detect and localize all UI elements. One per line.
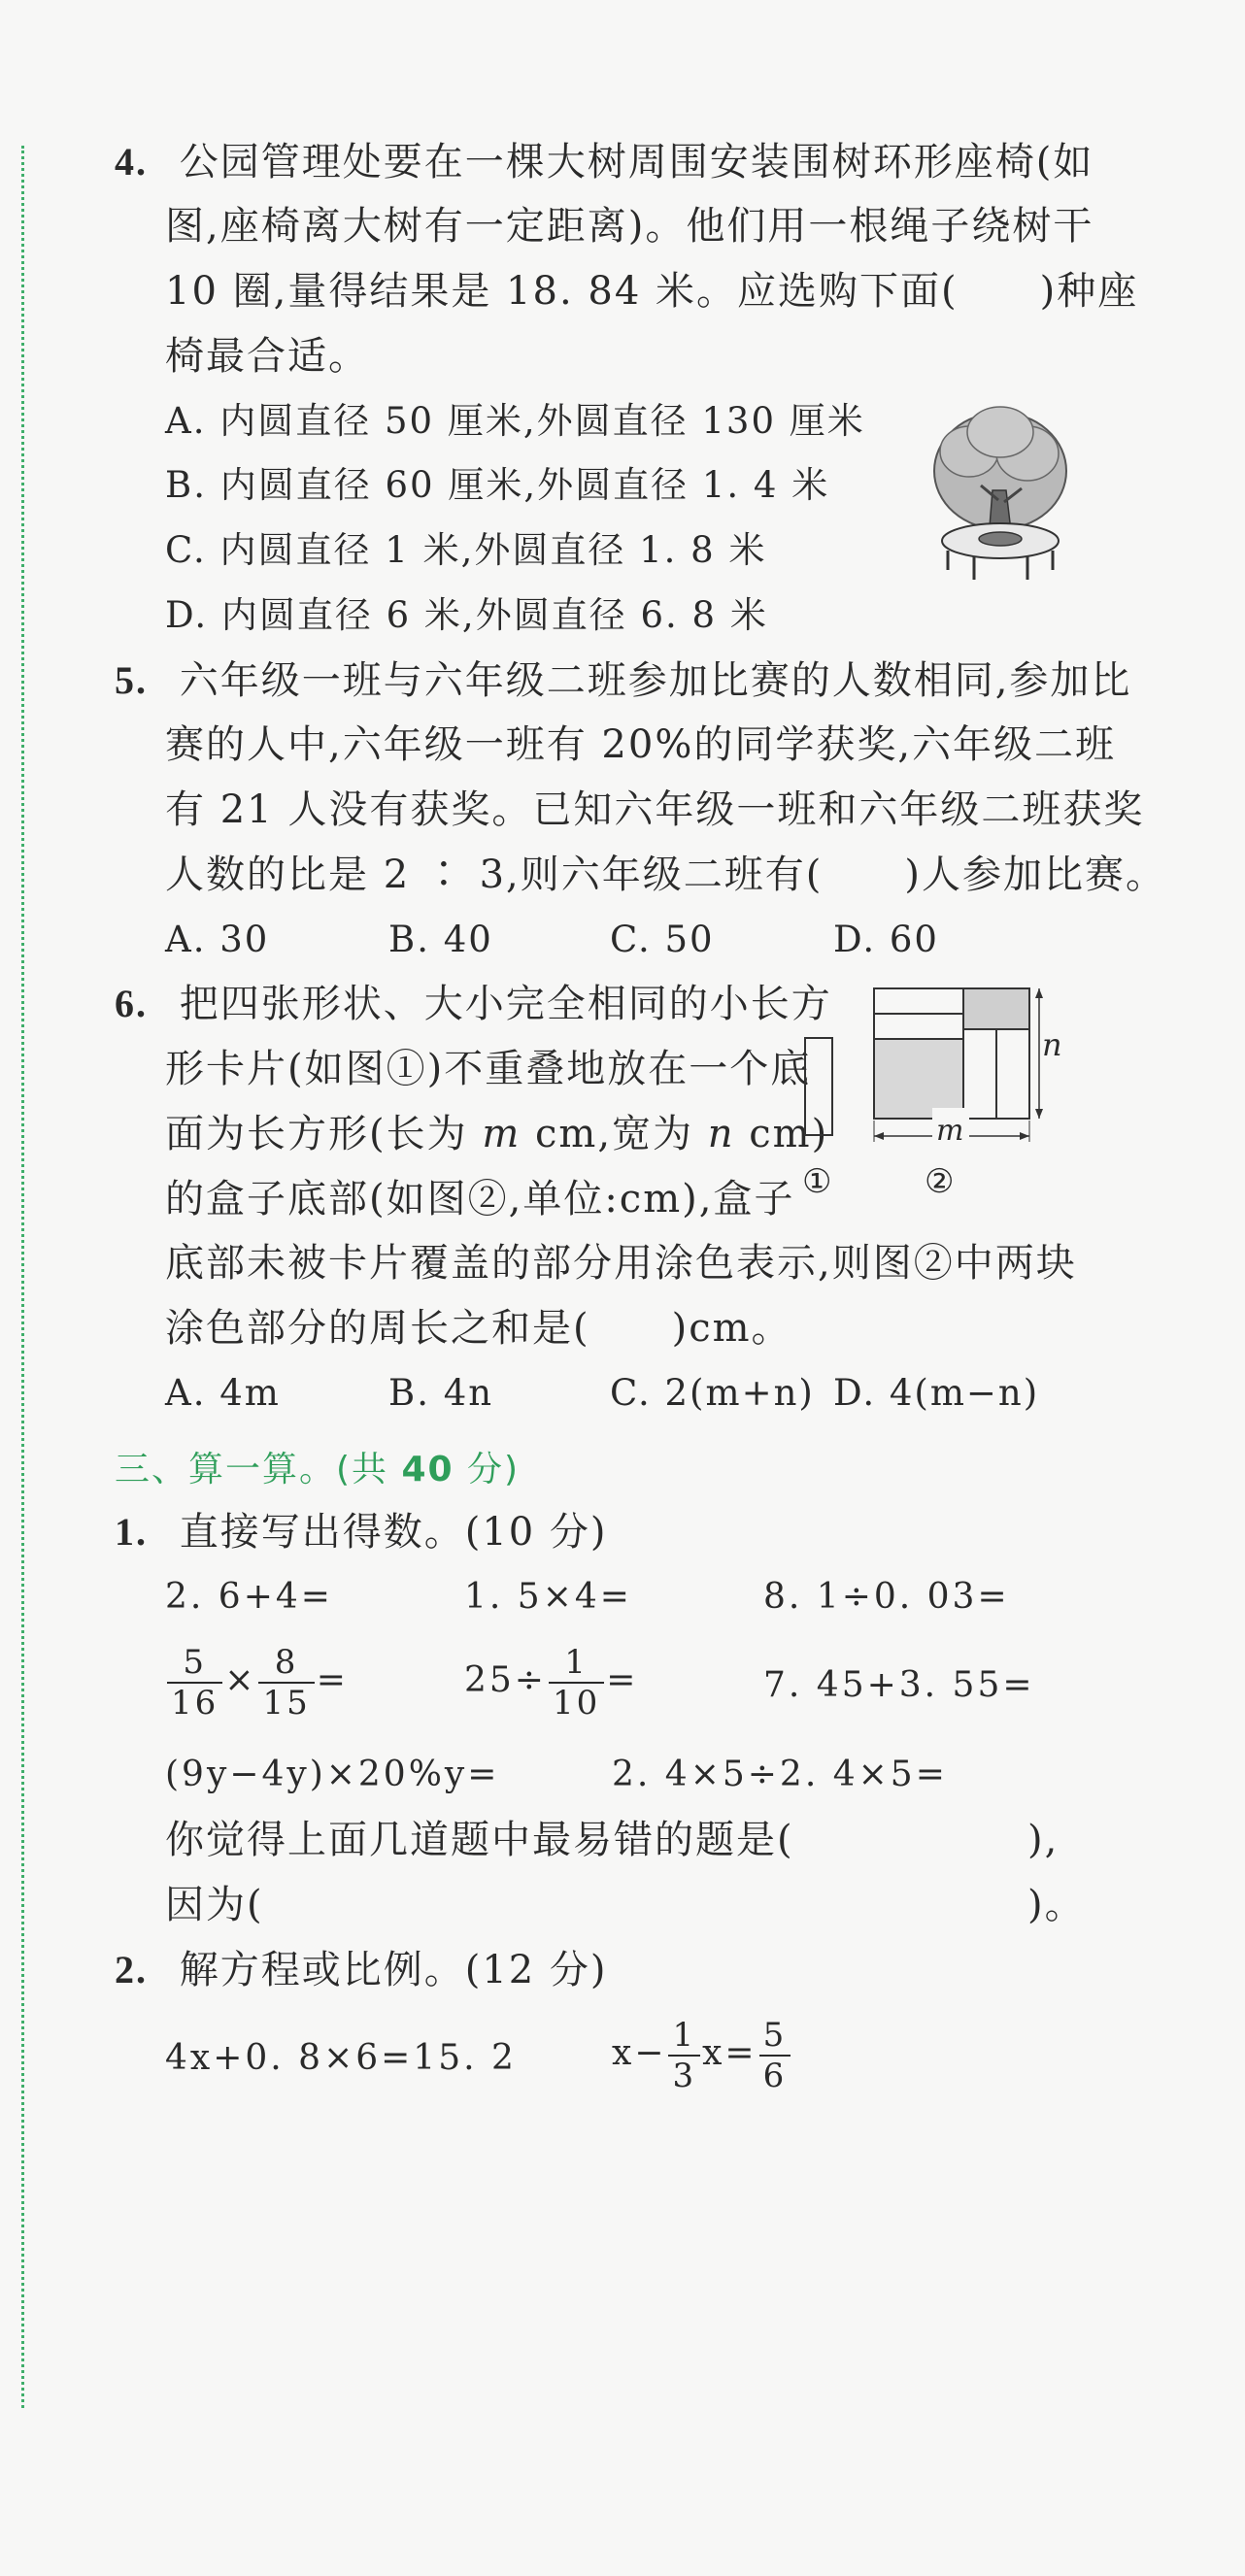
frac-den: 15 bbox=[262, 1684, 311, 1723]
q6-option-a[interactable]: A. 4m bbox=[165, 1372, 281, 1414]
calc-4 bbox=[165, 1643, 349, 1723]
s2-title: 解方程或比例。(12 分) bbox=[179, 1948, 608, 1992]
frac-den: 3 bbox=[672, 2057, 697, 2095]
s1-title: 直接写出得数。(10 分) bbox=[179, 1510, 608, 1555]
q6-line1 bbox=[115, 981, 832, 1027]
q6-text-3a: 面为长方形(长为 bbox=[165, 1112, 483, 1156]
calc-1: 2. 6+4= bbox=[165, 1577, 333, 1617]
calc-6: 7. 45+3. 55= bbox=[763, 1665, 1035, 1705]
var-n: n bbox=[707, 1112, 735, 1156]
figure2-n-label bbox=[1042, 1021, 1064, 1068]
figure1-label bbox=[802, 1158, 833, 1205]
q6-line6: 涂色部分的周长之和是( )cm。 bbox=[165, 1306, 792, 1351]
fraction-1-3 bbox=[668, 2016, 700, 2095]
q5-line2: 赛的人中,六年级一班有 20%的同学获奖,六年级二班 bbox=[165, 722, 1117, 767]
frac-num: 8 bbox=[258, 1643, 314, 1684]
frac-den: 16 bbox=[171, 1684, 219, 1723]
fraction-5-6 bbox=[759, 2016, 791, 2095]
section-3-title-suffix: 分) bbox=[454, 1450, 521, 1489]
because-line: 因为( bbox=[165, 1883, 264, 1927]
frac-num: 5 bbox=[167, 1643, 222, 1684]
s1-title-line bbox=[115, 1509, 608, 1556]
q4-option-a[interactable]: A. 内圆直径 50 厘米,外圆直径 130 厘米 bbox=[165, 400, 865, 442]
equals: = bbox=[316, 1660, 349, 1700]
figure2-label-text: ② bbox=[925, 1162, 957, 1201]
fraction-1-10 bbox=[549, 1643, 604, 1723]
tree-bench-illustration bbox=[930, 393, 1071, 587]
q4-option-d[interactable]: D. 内圆直径 6 米,外圆直径 6. 8 米 bbox=[165, 594, 768, 636]
fraction-8-15 bbox=[258, 1643, 314, 1723]
q5-line4: 人数的比是 2 ∶ 3,则六年级二班有( )人参加比赛。 bbox=[165, 853, 1166, 897]
q6-line3 bbox=[165, 1111, 828, 1157]
figure2-m-text: m bbox=[936, 1114, 966, 1148]
operator: × bbox=[224, 1660, 257, 1700]
frac-num: 5 bbox=[759, 2016, 791, 2057]
q4-line3: 10 圈,量得结果是 18. 84 米。应选购下面( )种座 bbox=[165, 269, 1139, 314]
q5-option-b[interactable]: B. 40 bbox=[388, 919, 493, 960]
frac-num: 1 bbox=[668, 2016, 700, 2057]
calc-5 bbox=[464, 1643, 638, 1723]
s1-number: 1. bbox=[115, 1510, 148, 1554]
because-line-end: )。 bbox=[1027, 1883, 1086, 1927]
equation-2 bbox=[612, 2016, 792, 2095]
calc-8: 2. 4×5÷2. 4×5= bbox=[612, 1755, 948, 1794]
q6-line4: 的盒子底部(如图②,单位:cm),盒子 bbox=[165, 1177, 795, 1221]
q5-option-d[interactable]: D. 60 bbox=[833, 919, 939, 960]
q6-option-b[interactable]: B. 4n bbox=[388, 1372, 494, 1414]
q5-number: 5. bbox=[115, 658, 148, 702]
q6-option-d[interactable]: D. 4(m−n) bbox=[833, 1372, 1040, 1414]
var-m: m bbox=[482, 1112, 522, 1156]
section-3-points: 40 bbox=[401, 1450, 454, 1489]
calc-5-prefix: 25÷ bbox=[464, 1660, 547, 1700]
s2-number: 2. bbox=[115, 1948, 148, 1991]
frac-num: 1 bbox=[549, 1643, 604, 1684]
figure2-m-label bbox=[932, 1108, 969, 1154]
frac-den: 6 bbox=[762, 2057, 788, 2095]
section-3-title bbox=[115, 1447, 520, 1493]
calc-2: 1. 5×4= bbox=[464, 1577, 632, 1617]
frac-den: 10 bbox=[552, 1684, 601, 1723]
q4-option-c[interactable]: C. 内圆直径 1 米,外圆直径 1. 8 米 bbox=[165, 529, 767, 571]
figure2-n-text: n bbox=[1042, 1026, 1064, 1063]
calc-3: 8. 1÷0. 03= bbox=[763, 1577, 1010, 1617]
eq2-mid: x= bbox=[702, 2033, 757, 2073]
q6-text-3c: cm) bbox=[734, 1112, 829, 1156]
q4-number: 4. bbox=[115, 140, 148, 184]
q4-line1 bbox=[115, 139, 1094, 185]
equation-1: 4x+0. 8×6=15. 2 bbox=[165, 2038, 517, 2078]
q6-line5: 底部未被卡片覆盖的部分用涂色表示,则图②中两块 bbox=[165, 1241, 1077, 1286]
q5-text-1: 六年级一班与六年级二班参加比赛的人数相同,参加比 bbox=[179, 658, 1132, 703]
easy-wrong-line: 你觉得上面几道题中最易错的题是( bbox=[165, 1818, 794, 1862]
eq2-prefix: x− bbox=[612, 2033, 667, 2073]
q5-line1 bbox=[115, 657, 1131, 704]
figure2-label bbox=[925, 1158, 956, 1205]
fraction-5-16 bbox=[167, 1643, 222, 1723]
s2-title-line bbox=[115, 1947, 608, 1993]
q5-option-a[interactable]: A. 30 bbox=[165, 919, 270, 960]
q4-option-b[interactable]: B. 内圆直径 60 厘米,外圆直径 1. 4 米 bbox=[165, 464, 830, 506]
q6-text-1: 把四张形状、大小完全相同的小长方 bbox=[179, 982, 832, 1026]
q5-line3: 有 21 人没有获奖。已知六年级一班和六年级二班获奖 bbox=[165, 787, 1145, 832]
figure1-label-text: ① bbox=[802, 1162, 834, 1201]
q4-text-1: 公园管理处要在一棵大树周围安装围树环形座椅(如 bbox=[179, 140, 1094, 184]
figure1-card bbox=[801, 1034, 840, 1141]
easy-wrong-line-end: ), bbox=[1027, 1818, 1060, 1862]
q6-text-3b: cm,宽为 bbox=[521, 1112, 708, 1156]
q6-line2: 形卡片(如图①)不重叠地放在一个底 bbox=[165, 1047, 812, 1091]
q5-option-c[interactable]: C. 50 bbox=[610, 919, 715, 960]
q4-line2: 图,座椅离大树有一定距离)。他们用一根绳子绕树干 bbox=[165, 204, 1094, 249]
q6-option-c[interactable]: C. 2(m+n) bbox=[610, 1372, 815, 1414]
q6-number: 6. bbox=[115, 982, 148, 1025]
section-3-title-prefix: 三、算一算。(共 bbox=[115, 1450, 402, 1489]
q4-line4: 椅最合适。 bbox=[165, 334, 369, 379]
calc-7: (9y−4y)×20%y= bbox=[165, 1755, 500, 1794]
equals: = bbox=[606, 1660, 639, 1700]
